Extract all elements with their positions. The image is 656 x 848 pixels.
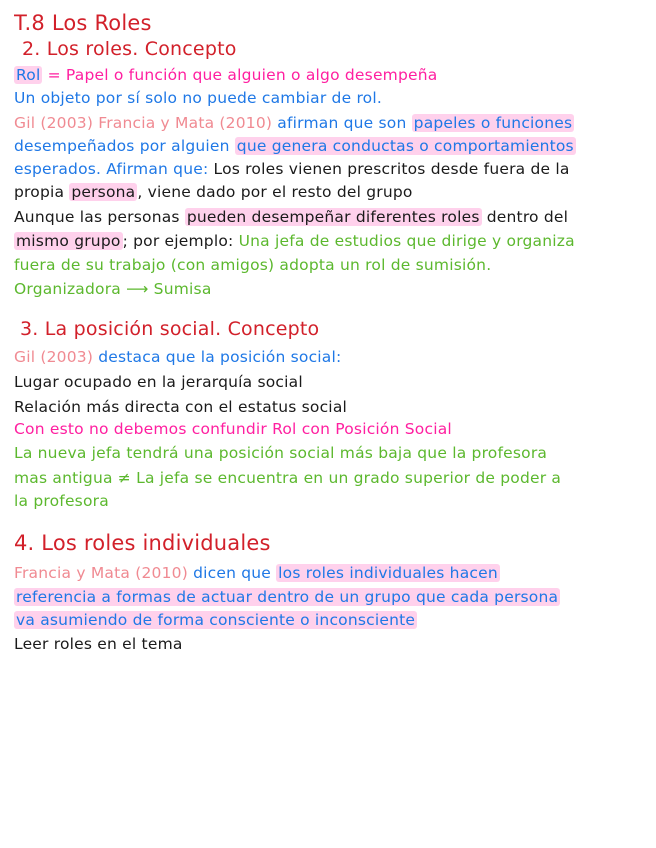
section-4-line-2: referencia a formas de actuar dentro de un grupo que cada persona bbox=[16, 588, 559, 606]
section-3-line-7: la profesora bbox=[14, 492, 109, 510]
rol-term: Rol bbox=[16, 66, 41, 84]
section-3-line-5: La nueva jefa tendrá una posición social más baja que la profesora bbox=[14, 444, 548, 462]
section-3-line-4: Con esto no debemos confundir Rol con Posición Social bbox=[14, 420, 452, 438]
highlight-persona: persona bbox=[71, 183, 136, 201]
section-3-citation: Gil (2003) destaca que la posición social: bbox=[14, 348, 342, 366]
example-line-1: mismo grupo ; por ejemplo: Una jefa de estudios que dirige y organiza bbox=[16, 232, 575, 250]
section-3-line-6: mas antigua ≠ La jefa se encuentra en un grado superior de poder a bbox=[14, 469, 562, 487]
example-line-3: Organizadora ⟶ Sumisa bbox=[14, 280, 212, 298]
definition-line-3: esperados. Afirman que: Los roles vienen prescritos desde fuera de la bbox=[14, 160, 570, 178]
section-4-line-4: Leer roles en el tema bbox=[14, 635, 183, 653]
definition-line-5: Aunque las personas pueden desempeñar diferentes roles dentro del bbox=[14, 208, 569, 226]
highlight-grupo: mismo grupo bbox=[16, 232, 121, 250]
rol-definition-line bbox=[14, 64, 642, 86]
section-2-heading: 2. Los roles. Concepto bbox=[22, 38, 237, 60]
object-role-line: Un objeto por sí solo no puede cambiar de rol. bbox=[14, 89, 383, 107]
rol-definition: = Papel o función que alguien o algo desempeña bbox=[42, 66, 438, 84]
definition-line-2: desempeñados por alguien que genera conductas o comportamientos bbox=[14, 137, 574, 155]
citation-line-1: Gil (2003) Francia y Mata (2010) afirman que son papeles o funciones bbox=[14, 114, 573, 132]
section-3-line-3: Relación más directa con el estatus social bbox=[14, 398, 348, 416]
highlight-conductas: que genera conductas o comportamientos bbox=[236, 137, 574, 155]
section-3-heading: 3. La posición social. Concepto bbox=[20, 318, 320, 340]
example-line-2: fuera de su trabajo (con amigos) adopta un rol de sumisión. bbox=[14, 256, 492, 274]
section-4-heading: 4. Los roles individuales bbox=[14, 532, 271, 554]
citation-authors: Gil (2003) Francia y Mata (2010) bbox=[14, 114, 278, 132]
page-title: T.8 Los Roles bbox=[14, 12, 152, 34]
section-3-line-2: Lugar ocupado en la jerarquía social bbox=[14, 373, 303, 391]
highlight-papeles: papeles o funciones bbox=[413, 114, 573, 132]
highlight-roles: pueden desempeñar diferentes roles bbox=[186, 208, 480, 226]
definition-line-4: propia persona , viene dado por el resto del grupo bbox=[14, 183, 413, 201]
highlight-roles-individuales: los roles individuales hacen bbox=[278, 564, 498, 582]
section-4-citation: Francia y Mata (2010) dicen que los roles individuales hacen bbox=[14, 564, 498, 582]
section-4-line-3: va asumiendo de forma consciente o inconsciente bbox=[16, 611, 416, 629]
